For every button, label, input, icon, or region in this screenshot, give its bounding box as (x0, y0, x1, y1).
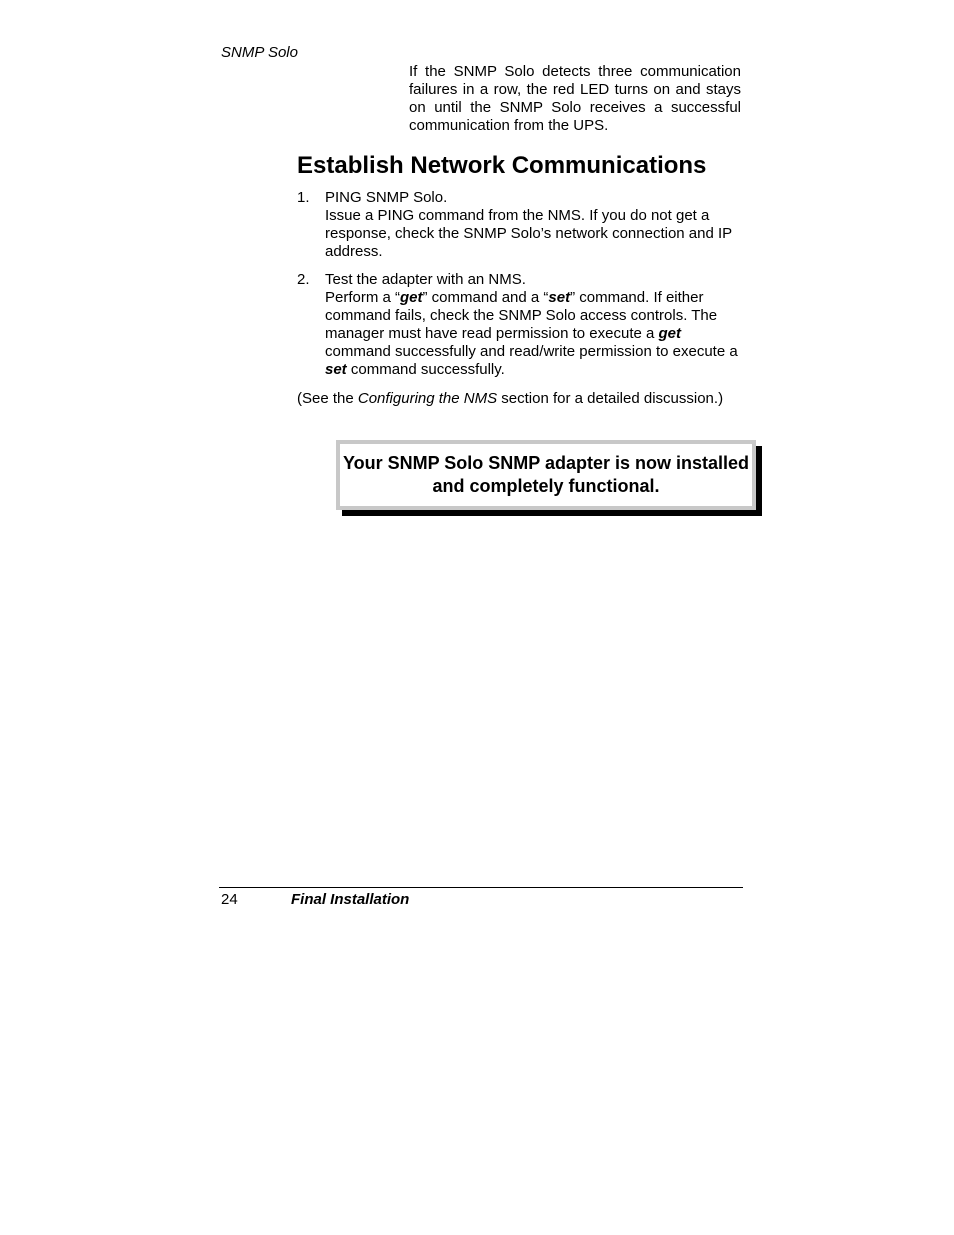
steps-list (297, 189, 741, 389)
footer-rule (219, 887, 743, 888)
step-ping (297, 189, 741, 261)
see-also-suffix: section for a detailed discussion.) (497, 390, 724, 407)
set-command: set (325, 361, 347, 378)
set-command: set (548, 289, 571, 306)
body-text: ” command and a “ (422, 289, 549, 306)
body-text: ” command. If either command fails, check the SNMP Solo access controls. The manager must have read permission to execute a (325, 289, 718, 342)
get-command: get (400, 289, 423, 306)
callout-text: Your SNMP Solo SNMP adapter is now installed and completely functional. (342, 453, 750, 496)
running-header-title: SNMP Solo (221, 44, 298, 61)
led-failure-paragraph: If the SNMP Solo detects three communication failures in a row, the red LED turns on and stays on until the SNMP Solo receives a successful communication from the UPS. (409, 63, 741, 134)
step-body: Issue a PING command from the NMS. If you do not get a response, check the SNMP Solo’s network connection and IP address. (325, 207, 732, 260)
body-text: command successfully and read/write permission to execute a (325, 343, 738, 360)
body-text: command successfully. (346, 361, 505, 378)
see-also-paragraph (297, 390, 741, 408)
see-also-prefix: (See the (297, 390, 358, 407)
body-text: Perform a “ (325, 289, 401, 306)
step-title: PING SNMP Solo. (325, 189, 448, 206)
page-number: 24 (221, 891, 238, 908)
step-title: Test the adapter with an NMS. (325, 271, 526, 288)
step-body (325, 289, 741, 379)
footer-chapter-title: Final Installation (291, 891, 410, 908)
section-heading: Establish Network Communications (297, 152, 707, 179)
completion-callout (336, 440, 756, 510)
see-also-reference: Configuring the NMS (357, 390, 498, 407)
step-test-nms (297, 271, 741, 379)
step-number: 1. (297, 189, 310, 206)
step-number: 2. (297, 271, 310, 288)
get-command: get (658, 325, 682, 342)
